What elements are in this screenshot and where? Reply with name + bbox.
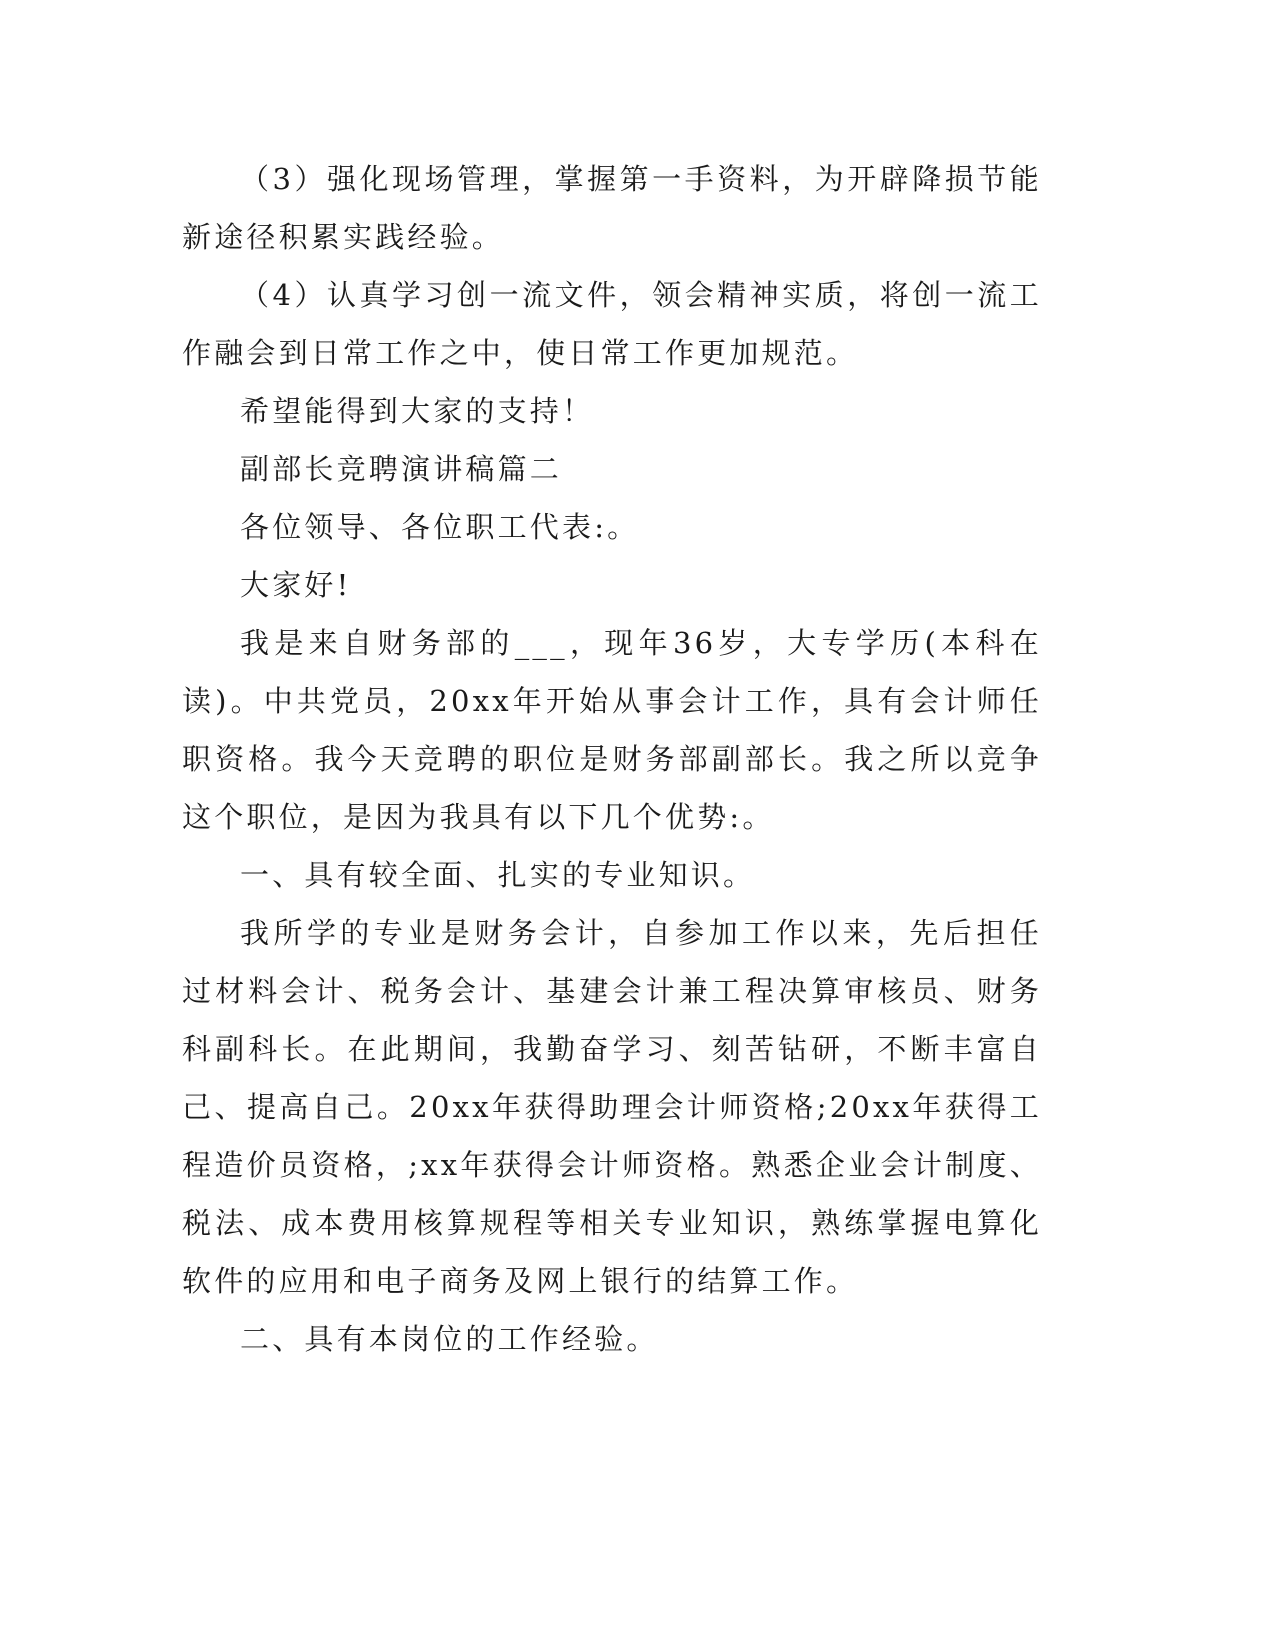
- salutation: 各位领导、各位职工代表:。: [240, 510, 640, 544]
- paragraph-support: 希望能得到大家的支持！: [240, 394, 595, 428]
- paragraph-item-3: （3）强化现场管理，掌握第一手资料，为开辟降损节能新途径积累实践经验。: [182, 162, 1042, 254]
- paragraph-knowledge: 我所学的专业是财务会计，自参加工作以来，先后担任过材料会计、税务会计、基建会计兼工程决算审核员、财务科副科长。在此期间，我勤奋学习、刻苦钻研，不断丰富自己、提高自己。20xx年获得助理会计师资格;20xx年获得工程造价员资格，;xx年获得会计师资格。熟悉企业会计制度、税法、成本费用核算规程等相关专业知识，熟练掌握电算化软件的应用和电子商务及网上银行的结算工作。: [182, 916, 1042, 1298]
- section-title: 副部长竞聘演讲稿篇二: [240, 452, 563, 486]
- paragraph-item-4: （4）认真学习创一流文件，领会精神实质，将创一流工作融会到日常工作之中，使日常工作更加规范。: [182, 278, 1042, 370]
- heading-experience: 二、具有本岗位的工作经验。: [240, 1322, 659, 1356]
- paragraph-intro: 我是来自财务部的___，现年36岁，大专学历(本科在读)。中共党员，20xx年开始从事会计工作，具有会计师任职资格。我今天竞聘的职位是财务部副部长。我之所以竞争这个职位，是因为我具有以下几个优势:。: [182, 626, 1042, 834]
- greeting: 大家好!: [240, 568, 352, 602]
- document-body: [182, 150, 1042, 1368]
- heading-knowledge: 一、具有较全面、扎实的专业知识。: [240, 858, 756, 892]
